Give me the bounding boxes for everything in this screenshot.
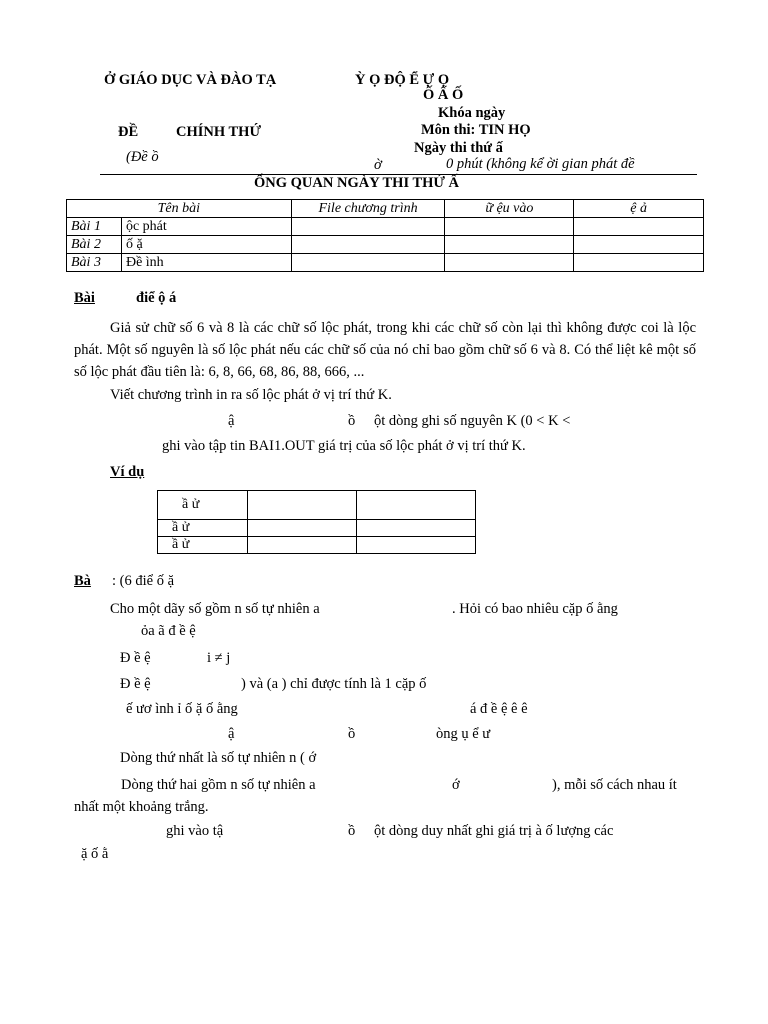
row-file	[291, 254, 445, 272]
bai2-line6b: ồ	[348, 726, 356, 742]
exam-time: 0 phút (không kể ời gian phát đề	[446, 156, 635, 172]
bai2-line6a: ậ	[228, 726, 235, 742]
row-output	[574, 254, 704, 272]
row-label: Bài 1	[67, 218, 122, 236]
row-output	[574, 236, 704, 254]
bai2-line7: Dòng thứ nhất là số tự nhiên n ( ớ	[120, 750, 317, 766]
exam-title-line2: Ố Ấ Ố	[423, 87, 464, 103]
de-label: ĐỀ	[118, 124, 139, 140]
exam-course: Khóa ngày	[438, 105, 506, 121]
bai2-line10a: ghi vào tậ	[166, 823, 224, 839]
bai2-line8b: ớ	[452, 777, 460, 793]
bai1-heading: Bài	[74, 290, 95, 306]
bai2-line1b: . Hỏi có bao nhiêu cặp ố ằng	[452, 601, 618, 617]
official-label: CHÍNH THỨ	[176, 124, 261, 140]
example-cell: ầ ử	[158, 491, 248, 520]
row-name: Đề ình	[121, 254, 291, 272]
example-cell: ầ ử	[158, 520, 248, 537]
row-label: Bài 2	[67, 236, 122, 254]
bai2-line4b: ) và (a ) chỉ được tính là 1 cặp ố	[241, 676, 427, 692]
bai2-line11: ặ ố ằ	[81, 846, 109, 862]
bai2-line2: ỏa ã đ ề ệ	[141, 623, 196, 639]
table-row	[158, 537, 476, 554]
exam-time-prefix: ờ	[374, 157, 382, 173]
row-file	[291, 218, 445, 236]
row-input	[445, 236, 574, 254]
exam-subject: Môn thi: TIN HỌ	[421, 122, 531, 138]
overview-table	[66, 199, 704, 272]
bai2-line3b: i ≠ j	[207, 650, 231, 666]
row-file	[291, 236, 445, 254]
bai1-input-b: ồ	[348, 413, 356, 429]
bai2-line3a: Đ ề ệ	[120, 650, 151, 666]
example-cell	[247, 491, 357, 520]
bai2-heading: Bà	[74, 573, 91, 589]
row-label: Bài 3	[67, 254, 122, 272]
example-cell	[247, 537, 357, 554]
bai2-line8c: ), mỗi số cách nhau ít	[552, 777, 677, 793]
exam-note: (Đề ồ	[126, 149, 159, 165]
bai2-line8a: Dòng thứ hai gồm n số tự nhiên a	[121, 777, 316, 793]
department-title: Ở GIÁO DỤC VÀ ĐÀO TẠ	[104, 72, 277, 88]
bai1-input-a: ậ	[228, 413, 235, 429]
row-input	[445, 218, 574, 236]
example-cell	[247, 520, 357, 537]
example-cell	[357, 491, 476, 520]
bai1-output: ghi vào tập tin BAI1.OUT giá trị của số lộc phát ở vị trí thứ K.	[162, 438, 526, 454]
bai2-line9: nhất một khoảng trắng.	[74, 799, 209, 815]
row-name: ộc phát	[121, 218, 291, 236]
example-cell	[357, 520, 476, 537]
bai2-line10c: ột dòng duy nhất ghi giá trị à ố lượng các	[374, 823, 614, 839]
example-cell: ầ ử	[158, 537, 248, 554]
bai2-heading-rest: : (6 điể ố ặ	[112, 573, 175, 589]
bai1-heading-rest: điể ộ á	[136, 290, 177, 306]
table-row	[67, 218, 704, 236]
bai2-line4a: Đ ề ệ	[120, 676, 151, 692]
row-name: ố ặ	[121, 236, 291, 254]
row-input	[445, 254, 574, 272]
col-header-file: File chương trình	[291, 200, 445, 218]
table-row	[158, 491, 476, 520]
row-output	[574, 218, 704, 236]
col-header-input: ữ ệu vào	[445, 200, 574, 218]
table-row	[158, 520, 476, 537]
exam-title: Ỳ Ọ ĐỘ Ể Ự Ọ	[355, 72, 450, 88]
table-header-row	[67, 200, 704, 218]
example-cell	[357, 537, 476, 554]
bai1-paragraph: Giả sử chữ số 6 và 8 là các chữ số lộc phát, trong khi các chữ số còn lại thì không được coi là lộc phát. Một số nguyên là số lộc phát nếu các chữ số của nó chỉ bao gồm chữ số 6 và 8. Có thể liệt kê một số số lộc phát đầu tiên là: 6, 8, 66, 68, 86, 88, 666, ...	[74, 320, 696, 380]
bai2-line6c: òng ụ ể ư	[436, 726, 491, 742]
example-table	[157, 490, 476, 554]
exam-day: Ngày thi thứ ấ	[414, 140, 503, 156]
bai1-input-c: ột dòng ghi số nguyên K (0 < K <	[374, 413, 571, 429]
table-row	[67, 236, 704, 254]
bai2-line5a: ế ươ ình ỉ ố ặ ố ằng	[126, 701, 238, 717]
bai2-line10b: ồ	[348, 823, 356, 839]
col-header-output: ệ ả	[574, 200, 704, 218]
bai2-line1a: Cho một dãy số gồm n số tự nhiên a	[110, 601, 320, 617]
bai1-task: Viết chương trình in ra số lộc phát ở vị trí thứ K.	[110, 387, 392, 403]
overview-title: ỔNG QUAN NGÀY THI THỨ Ấ	[254, 175, 460, 191]
col-header-name: Tên bài	[67, 200, 292, 218]
table-row	[67, 254, 704, 272]
bai2-line5b: á đ ề ệ ê ê	[470, 701, 528, 717]
example-heading: Ví dụ	[110, 464, 145, 480]
